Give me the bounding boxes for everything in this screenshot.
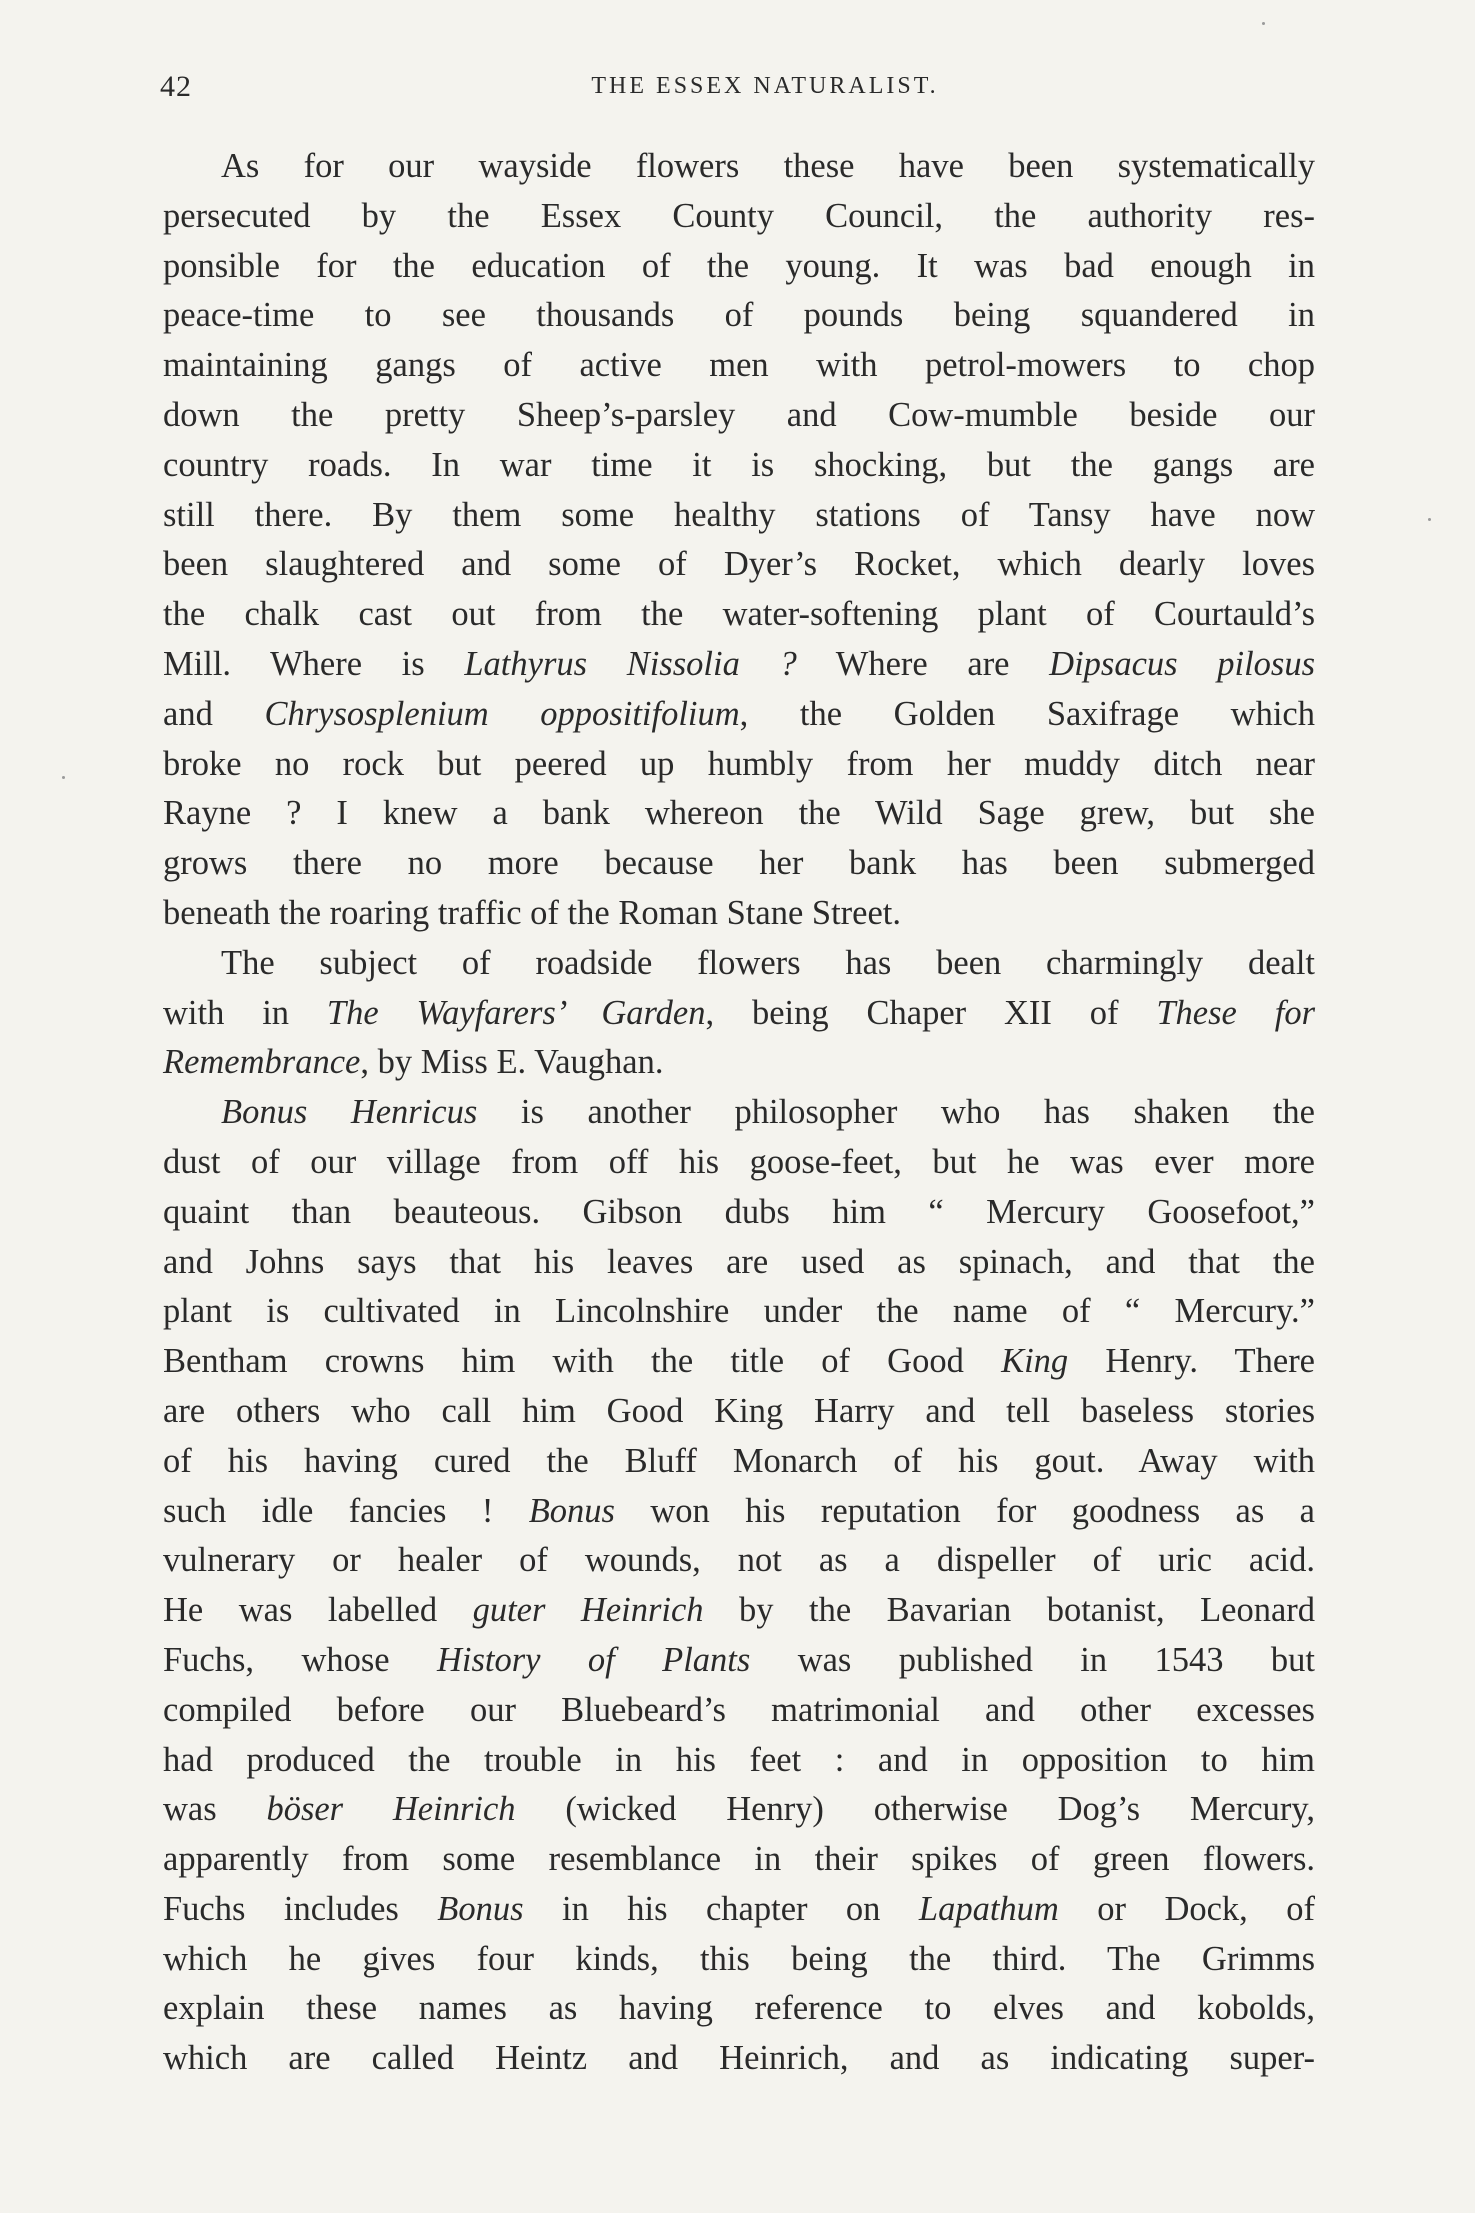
page-header xyxy=(160,70,1310,110)
text-line xyxy=(163,590,1315,640)
text-segment: ponsible for the education of the young. It was bad enough in xyxy=(163,246,1315,285)
speck-mark xyxy=(62,776,65,779)
text-segment: by the Bavarian botanist, Leonard xyxy=(703,1591,1316,1630)
text-line xyxy=(163,1487,1315,1537)
text-segment: country roads. In war time it is shocking, but the gangs are xyxy=(163,445,1315,484)
text-segment: , the Golden Saxifrage which xyxy=(739,694,1315,733)
text-segment: dust of our village from off his goose-feet, but he was ever more xyxy=(163,1142,1315,1181)
italic-text: Lapathum xyxy=(918,1889,1059,1928)
text-line xyxy=(163,192,1315,242)
text-segment: been slaughtered and some of Dyer’s Rocket, which dearly loves xyxy=(163,545,1315,584)
text-segment: (wicked Henry) otherwise Dog’s Mercury, xyxy=(515,1790,1315,1829)
italic-text: History of Plants xyxy=(437,1640,751,1679)
text-segment: vulnerary or healer of wounds, not as a dispeller of uric acid. xyxy=(163,1541,1315,1580)
text-segment: The subject of roadside flowers has been charmingly dealt xyxy=(221,943,1315,982)
text-segment: down the pretty Sheep’s-parsley and Cow-mumble beside our xyxy=(163,395,1315,434)
text-segment: As for our wayside flowers these have been systematically xyxy=(221,147,1315,185)
text-line xyxy=(163,1736,1315,1786)
text-segment: are others who call him Good King Harry and tell baseless stories xyxy=(163,1391,1315,1430)
text-segment: maintaining gangs of active men with petrol-mowers to chop xyxy=(163,346,1315,385)
italic-text: Chrysosplenium oppositifolium xyxy=(264,694,740,733)
text-segment: still there. By them some healthy stations of Tansy have now xyxy=(163,495,1315,534)
text-line xyxy=(163,939,1315,989)
italic-text: böser Heinrich xyxy=(266,1790,516,1829)
text-segment: quaint than beauteous. Gibson dubs him “ Mercury Goosefoot,” xyxy=(163,1192,1315,1231)
text-segment: which he gives four kinds, this being the third. The Grimms xyxy=(163,1939,1315,1978)
text-line xyxy=(163,1536,1315,1586)
text-line xyxy=(163,242,1315,292)
text-line xyxy=(163,1387,1315,1437)
text-line xyxy=(163,142,1315,192)
text-line xyxy=(163,491,1315,541)
body-text xyxy=(163,142,1315,2084)
text-segment: was xyxy=(163,1790,267,1829)
text-segment: explain these names as having reference to elves and kobolds, xyxy=(163,1989,1315,2028)
italic-text: Remembrance xyxy=(163,1043,361,1082)
text-line xyxy=(163,740,1315,790)
text-segment: Fuchs includes xyxy=(163,1889,438,1928)
italic-text: Bonus xyxy=(437,1889,524,1928)
text-line xyxy=(163,1686,1315,1736)
text-line xyxy=(163,391,1315,441)
text-line xyxy=(163,839,1315,889)
text-line xyxy=(163,1984,1315,2034)
text-segment: and Johns says that his leaves are used as spinach, and that the xyxy=(163,1242,1315,1281)
text-line xyxy=(163,1586,1315,1636)
text-segment: with in xyxy=(163,993,327,1032)
text-segment: He was labelled xyxy=(163,1591,473,1630)
text-line xyxy=(163,1038,1315,1088)
text-segment: the chalk cast out from the water-softening plant of Courtauld’s xyxy=(163,595,1315,634)
text-segment: was published in 1543 but xyxy=(750,1640,1315,1679)
italic-text: The Wayfarers’ Garden xyxy=(326,993,706,1032)
text-segment: Where are xyxy=(796,644,1050,683)
text-line xyxy=(163,540,1315,590)
text-segment: Bentham crowns him with the title of Good xyxy=(163,1342,1002,1381)
text-segment: or Dock, of xyxy=(1058,1889,1315,1928)
text-segment: of his having cured the Bluff Monarch of his gout. Away with xyxy=(163,1441,1315,1480)
text-segment: broke no rock but peered up humbly from her muddy ditch near xyxy=(163,744,1315,783)
text-line xyxy=(163,989,1315,1039)
text-line xyxy=(163,889,1315,939)
italic-text: Bonus xyxy=(528,1491,615,1530)
text-segment: won his reputation for goodness as a xyxy=(614,1491,1315,1530)
text-line xyxy=(163,1238,1315,1288)
speck-mark xyxy=(1262,22,1265,25)
text-line xyxy=(163,1287,1315,1337)
italic-text: King xyxy=(1001,1342,1069,1381)
text-segment: and xyxy=(163,694,265,733)
text-segment: , being Chaper XII of xyxy=(705,993,1157,1032)
text-segment: is another philosopher who has shaken the xyxy=(477,1093,1315,1132)
text-segment: , by Miss E. Vaughan. xyxy=(360,1043,664,1082)
italic-text: Dipsacus pilosus xyxy=(1049,644,1316,683)
text-line xyxy=(163,789,1315,839)
text-segment: persecuted by the Essex County Council, the authority res- xyxy=(163,196,1315,235)
text-line xyxy=(163,1935,1315,1985)
text-segment: Rayne ? I knew a bank whereon the Wild Sage grew, but she xyxy=(163,794,1315,833)
text-segment: such idle fancies ! xyxy=(163,1491,529,1530)
text-segment: in his chapter on xyxy=(523,1889,919,1928)
text-line xyxy=(163,1437,1315,1487)
text-segment: Mill. Where is xyxy=(163,644,465,683)
text-line xyxy=(163,1835,1315,1885)
text-line xyxy=(163,2034,1315,2084)
italic-text: guter Heinrich xyxy=(472,1591,704,1630)
text-line xyxy=(163,1885,1315,1935)
running-head: THE ESSEX NATURALIST. xyxy=(591,73,939,99)
text-segment: Henry. There xyxy=(1068,1342,1315,1381)
text-line xyxy=(163,291,1315,341)
text-segment: which are called Heintz and Heinrich, and as indicating super- xyxy=(163,2039,1315,2078)
text-line xyxy=(163,1785,1315,1835)
text-line xyxy=(163,341,1315,391)
text-line xyxy=(163,690,1315,740)
speck-mark xyxy=(1428,518,1431,521)
text-segment: plant is cultivated in Lincolnshire under the name of “ Mercury.” xyxy=(163,1292,1315,1331)
text-segment: Fuchs, whose xyxy=(163,1640,437,1679)
text-segment: compiled before our Bluebeard’s matrimonial and other excesses xyxy=(163,1690,1315,1729)
text-line xyxy=(163,441,1315,491)
text-segment: peace-time to see thousands of pounds being squandered in xyxy=(163,296,1315,335)
text-line xyxy=(163,1138,1315,1188)
page-number: 42 xyxy=(160,70,192,103)
text-line xyxy=(163,1337,1315,1387)
italic-text: Lathyrus Nissolia ? xyxy=(464,644,797,683)
text-line xyxy=(163,1088,1315,1138)
text-segment: had produced the trouble in his feet : and in opposition to him xyxy=(163,1740,1315,1779)
text-line xyxy=(163,1188,1315,1238)
text-segment: beneath the roaring traffic of the Roman Stane Street. xyxy=(163,893,901,932)
text-segment: apparently from some resemblance in their spikes of green flowers. xyxy=(163,1840,1315,1879)
italic-text: These for xyxy=(1156,993,1315,1032)
italic-text: Bonus Henricus xyxy=(221,1093,478,1132)
text-line xyxy=(163,1636,1315,1686)
text-line xyxy=(163,640,1315,690)
text-segment: grows there no more because her bank has been submerged xyxy=(163,844,1315,883)
